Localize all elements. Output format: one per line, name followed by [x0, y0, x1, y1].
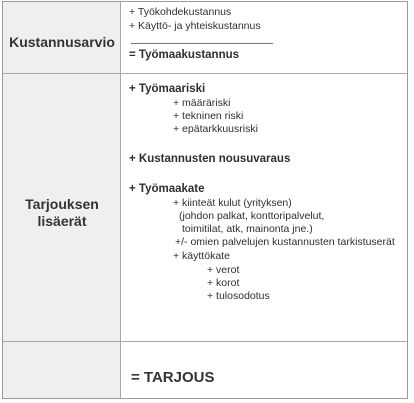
item-kayttokate: + käyttökate [173, 250, 230, 262]
item-korot: + korot [207, 277, 240, 289]
item-omien-palvelujen-tarkistuserat: +/- omien palvelujen kustannusten tarkistuserät [175, 236, 395, 248]
heading-kustannusten-nousuvaraus: + Kustannusten nousuvaraus [129, 153, 291, 165]
detail-kiinteat-2: toimitilat, atk, mainonta jne.) [182, 223, 313, 235]
sum-rule [131, 43, 273, 44]
item-tekninen-riski: + tekninen riski [173, 110, 244, 122]
row-label-lisaerat: lisäerät [37, 213, 87, 229]
row-divider [3, 73, 407, 74]
item-kiinteat-kulut: + kiinteät kulut (yrityksen) [173, 197, 292, 209]
total-tarjous: = TARJOUS [131, 369, 215, 386]
detail-kiinteat-1: (johdon palkat, konttoripalvelut, [179, 210, 325, 222]
row-label-tarjouksen: Tarjouksen [25, 196, 99, 212]
item-tulosodotus: + tulosodotus [207, 290, 270, 302]
item-tyokohdekustannus: + Työkohdekustannus [129, 6, 232, 18]
heading-tyomaakate: + Työmaakate [129, 183, 205, 195]
row-divider [3, 341, 407, 342]
row-label-kustannusarvio: Kustannusarvio [9, 34, 115, 50]
total-tyomaakustannus: = Työmaakustannus [129, 49, 240, 61]
offer-structure-table [2, 1, 408, 399]
heading-tyomaariski: + Työmaariski [129, 83, 206, 95]
item-kaytto-ja-yhteiskustannus: + Käyttö- ja yhteiskustannus [129, 20, 261, 32]
item-epatarkkuusriski: + epätarkkuusriski [173, 123, 258, 135]
item-maarariski: + määräriski [173, 97, 231, 109]
item-verot: + verot [207, 264, 240, 276]
